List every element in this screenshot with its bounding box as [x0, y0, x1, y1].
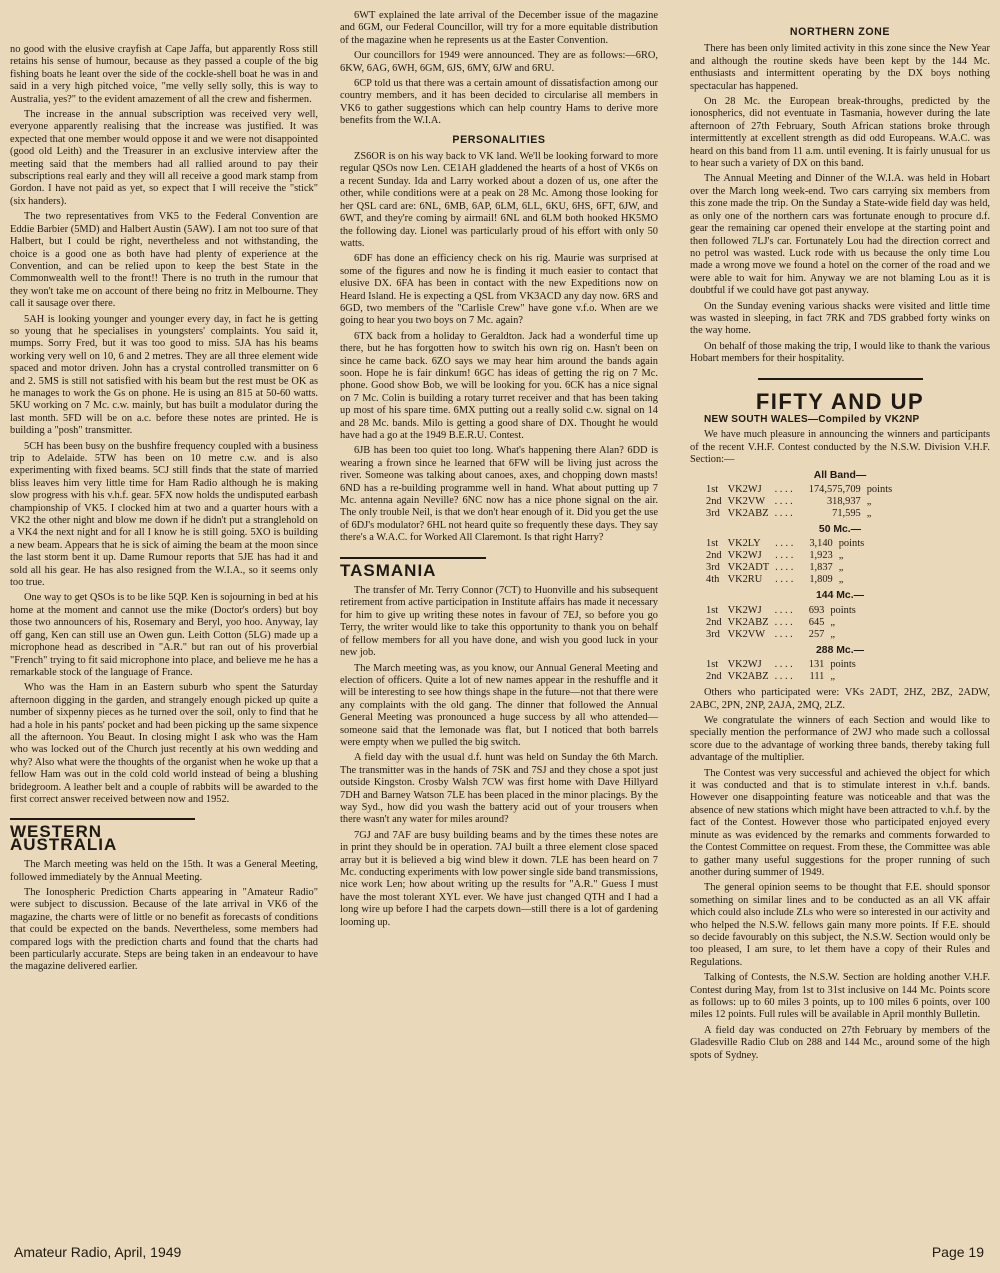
divider [758, 378, 923, 380]
paragraph: The Ionospheric Prediction Charts appearing in "Amateur Radio" were subject to discussion. Because of the late arrival in VK6 of the magazine, the charts were of little or no benefit as forecasts of conditions that could be expected on the bands. Nevertheless, some members had compared logs with the prediction charts and found that the charts had been particularly accurate. Steps are being taken in an endeavour to have the magazine delivered earlier. [10, 887, 318, 973]
paragraph: Who was the Ham in an Eastern suburb who spent the Saturday afternoon digging in the garden, and strangely enough picked up quite a number of sixpenny pieces as he turned over the soil, only to find that he had a hole in his pants' pocket and had been picking up the same sixpence all the afternoon. You Beaut. In closing might I ask who was the Ham who was locked out of the Church just recently at his own wedding and why? Also what were the thoughts of the organist when he woke up that a fellow Ham was out in the cold cold world instead of being a blushing bridegroom. A leather belt and a couple of rabbits will be awarded to the first correct answer received between now and 1952. [10, 682, 318, 805]
result-call: VK2WJ [727, 604, 762, 616]
paragraph: We congratulate the winners of each Section and would like to specially mention the performance of 2WJ who made such a collossal score due to the advantage of working three bands, thereby taking full advantage of the multiplier. [690, 715, 990, 764]
result-pts: 645 [808, 616, 825, 628]
result-dots: . . . . [775, 562, 794, 574]
result-pts: 1,923 [809, 550, 833, 562]
paragraph: 6DF has done an efficiency check on his rig. Maurie was surprised at some of the figures and now he is finding it much easier to contact that elusive DX. 6FA has been in contact with the new Expeditions now on Heard Island. He is expecting a QSL from VK3ACD any day now. 6RS and 6GD, two members of the "Carlisle Crew" have gone v.f.o. When are we going to hear you two boys on 7 Mc. again? [340, 253, 658, 327]
result-unit: „ [838, 574, 844, 586]
paragraph: 6JB has been too quiet too long. What's happening there Alan? 6DD is wearing a frown since he learned that 6FW will be living just across the river. Someone was talking about canoes, axes, and chopping down masts! 6ND has a re-building programme well in hand. What about putting up 7 Mc. antenna again Neville? 6NC now has a nice phone signal on the air. The only trouble Neil, is that we don't hear enough of it. Did you get the use of 6DJ's modulator? 6HL not heard quite so frequently these days. They say there's a W.A.C. for Worked All Claremont. Is that right Harry? [340, 445, 658, 544]
result-call: VK2LY [727, 538, 761, 550]
band-label: 288 Mc.— [816, 644, 864, 656]
paragraph: The general opinion seems to be thought that F.E. should sponsor something on similar lines and to be conducted as an all VK affair which could also include ZLs who were so interested in our activity and who helped the N.S.W. fellows gain many more points. If F.E. should so decide favourably on this subject, the N.S.W. Section would only be too pleased, I am sure, to let them have a copy of their Rules and Regulations. [690, 882, 990, 968]
table-row [706, 629, 862, 641]
paragraph: The Annual Meeting and Dinner of the W.I.A. was held in Hobart over the March long week-end. Two cars carrying six members from this zone made the trip. On the Sunday a State-wide field day was held, as only one of the northern cars was fortunate enough to procure d.f. gear the remaining car opened their envelope at the starting point and then followed 7LJ's car. Fortunately Lou had the direction correct and no petrol was wasted. Luck rode with us because the only time Lou made a wrong move we found a hotel on the corner of the road and we were able to wait for him. Anyway we are not blaming Lou as it is doubtful if we could have got past anyway. [690, 173, 990, 297]
paragraph: 6TX back from a holiday to Geraldton. Jack had a wonderful time up there, but he has forgotten how to switch his own rig on. Hasn't been on since he came back. 6ZO says we may hear him around the bands again soon. Hope he is fair dinkum! 6GC has ideas of getting the rig on 7 Mc. phone. Good show Bob, we will be looking for you. 6CK has a nice signal on 7 Mc. Colin is building a rotary turret receiver and that has been taking up most of his spare time. 6MX putting out a really solid c.w. signal on 14 and 28 Mc. bands. Milo is getting a good share of DX. Thought he would have had a go at the 1949 B.E.R.U. Contest. [340, 330, 658, 441]
paragraph: The Contest was very successful and achieved the object for which it was conducted and that is to stimulate interest in v.h.f. bands. However one disappointing feature was noticeable and that was the absence of new stations which might have been attracted to v.h.f. by the fact of the Contest. However those who participated enjoyed every minute as was evidenced by the remarks and comments forwarded to the Contest Committee on request. From these, the Committee was able to gather many useful suggestions for the proper running of such another during summer of 1949. [690, 767, 990, 878]
subheading-northern-zone: NORTHERN ZONE [789, 26, 891, 38]
result-dots: . . . . [774, 671, 793, 683]
paragraph: The transfer of Mr. Terry Connor (7CT) to Huonville and his subsequent retirement from active participation in Institute affairs has made it necessary for him to give up writing these notes in favour of 7EJ, so before you go Terry, the writer would like to take this opportunity to thank you on behalf of fellow members for all you have done, and wish you good luck in your new job. [340, 585, 658, 659]
result-pos: 1st [706, 538, 719, 550]
table-row [706, 496, 898, 508]
paragraph: The March meeting was, as you know, our Annual General Meeting and election of officers. Quite a lot of new names appear in the reshuffle and it will be interesting to see how things shape in the future—not that there were any complaints with the old gang. The dinner that followed the Annual General Meeting was pronounced a huge success by all who attended—someone said that the lemonade was flat, but I noticed that both barrels were empty when we pulled the big switch. [340, 662, 658, 748]
result-call: VK2WJ [727, 484, 762, 495]
result-dots: . . . . [775, 550, 794, 562]
paragraph: On the Sunday evening various shacks were visited and little time was wasted in sleeping, in fact 7RK and 7DS grabbed forty winks on the way home. [690, 300, 990, 337]
result-unit: „ [838, 550, 844, 562]
result-call: VK2ABZ [727, 671, 769, 683]
paragraph: no good with the elusive crayfish at Cape Jaffa, but apparently Ross still retains his sense of humour, because as they passed a couple of the big fishing boats he leant over the side of the cockle-shell boat he was in and said in a very high pitched voice, "me velly selly solly, this is way to Australia, yes?" to the evident amazement of all the crew and fishermen. [10, 44, 318, 105]
result-pos: 4th [706, 574, 720, 586]
column-left [10, 44, 318, 977]
result-unit: points [866, 484, 893, 495]
result-unit: points [830, 659, 856, 671]
paragraph: 5AH is looking younger and younger every day, in fact he is getting so young that he specialises in youngsters' complaints. You said it, mumps. Sorry Fred, but it was too good to miss. 5JA has his beams working very well on 10, 6 and 2 metres. They are all three element wide spaced and motor driven. John has a crystal controlled transmitter on 6 and 2. 5MS is still not satisfied with his beam but the rest must be OK as he manages to work the Gs on phone. He is using an 815 at 50-60 watts. 5KU working on 7 Mc. c.w. mainly, but has built a modulator during the last month. 5FD will be on a.c. before these notes are printed. He is building a "posh" transmitter. [10, 313, 318, 437]
paragraph: We have much pleasure in announcing the winners and participants of the recent V.H.F. Contest conducted by the N.S.W. Division V.H.F. Section:— [690, 429, 990, 466]
result-dots: . . . . [774, 484, 793, 495]
result-unit: points [830, 604, 856, 616]
result-dots: . . . . [774, 496, 793, 507]
result-unit: „ [830, 628, 835, 640]
paragraph: The increase in the annual subscription was received very well, everyone apparently realising that the increase was justified. It was expected that one member would oppose it and we were not disappointed (good old Leith) and the Treasurer in an exclusive interview after the meeting said that the members had all rallied around to pay their subscriptions real early and they will all receive a good mark stamp from Gordon. I have not paid as yet, so expect that I will receive the "stick" (six handers). [10, 109, 318, 207]
result-pos: 1st [706, 604, 719, 616]
result-call: VK2ABZ [727, 508, 769, 519]
section-heading-western-australia: WESTERN AUSTRALIA [10, 818, 195, 851]
paragraph: On 28 Mc. the European break-throughs, predicted by the ionospherics, did not eventuate in Tasmania, however during the late afternoon of 27th February, South African stations broke through intermittently at excellent strength as did odd Europeans. W.A.C. was heard on this band from 11 a.m. until evening. It is fairly unusual for us to hear such a variety of DX on this band. [690, 96, 990, 170]
result-dots: . . . . [774, 508, 793, 519]
result-pos: 2nd [706, 496, 722, 507]
band-label: 50 Mc.— [818, 524, 862, 535]
table-row [706, 484, 898, 496]
table-row [706, 605, 862, 617]
table-row [706, 671, 862, 683]
result-unit: „ [830, 671, 835, 683]
table-row [706, 550, 870, 562]
result-unit: „ [866, 508, 872, 519]
paragraph: On behalf of those making the trip, I would like to thank the various Hobart members for their hospitality. [690, 340, 990, 365]
paragraph: ZS6OR is on his way back to VK land. We'll be looking forward to more regular QSOs now Len. CE1AH gladdened the hearts of a host of VK6s on a recent Sunday. Ida and Larry worked about a dozen of us, one after the other, while conditions were at a peak on 28 Mc. Among those looking for her QSL card are: 6NL, 6MB, 6AP, 6LM, 6LL, 6KU, 6HS, 6FT, 6JW, and 6WT, and they're coming by airmail! 6NL and 6LM both hooked HK5MO the following day. Lionel was particularly proud of his effort with only 50 watts. [340, 151, 658, 249]
result-pos: 3rd [706, 628, 720, 640]
footer-page-number: Page 19 [931, 1244, 984, 1260]
paragraph: A field day was conducted on 27th February by members of the Gladesville Radio Club on 288 and 144 Mc., around some of the high spots of Sydney. [690, 1024, 990, 1061]
result-dots: . . . . [774, 659, 793, 671]
column-right [690, 20, 990, 1065]
result-pts: 174,575,709 [808, 484, 861, 495]
paragraph: Others who participated were: VKs 2ADT, 2HZ, 2BZ, 2ADW, 2ABC, 2PN, 2NP, 2AJA, 2MQ, 2LZ. [690, 687, 990, 711]
paragraph: 6CP told us that there was a certain amount of dissatisfaction among our country members, and it has been decided to circularise all members in VK6 to gather suggestions which can help country Hams to derive more benefits from the W.I.A. [340, 78, 658, 127]
result-pts: 111 [809, 671, 825, 683]
section-heading-fifty-and-up: FIFTY AND UP [755, 388, 925, 414]
result-pos: 1st [706, 659, 719, 671]
paragraph: Our councillors for 1949 were announced. They are as follows:—6RO, 6KW, 6AG, 6WH, 6GM, 6JS, 6MY, 6JW and 6RU. [340, 50, 658, 74]
results-table [706, 484, 898, 520]
table-row [706, 659, 862, 671]
paragraph: 5CH has been busy on the bushfire frequency coupled with a business trip to Adelaide. 5TW has been on 10 metre c.w. and is also experimenting with fixed beams. 5CJ still finds that the state of married bliss leaves him very little time for Ham Radio although he is making slow progress with his v.h.f. gear. 5FX now holds the undisputed earbash championship of VK5. I clocked him at two and a quarter hours with a VK2 the other night and blow me down if he didn't put a stranglehold on a VK4 the next night and for all I know he is still going. 5XO is building a new beam. Appears that he is sick of aiming the beam at the moon since the last storm bent it up. Dame Rumour reports that 5JE has had it and sold all his gear. He has also resigned from the W.I.A., so it seems only too true. [10, 440, 318, 589]
result-pos: 2nd [706, 671, 722, 683]
result-pts: 257 [808, 628, 825, 640]
subheading-personalities: PERSONALITIES [452, 133, 546, 146]
paragraph: 7GJ and 7AF are busy building beams and by the times these notes are in print they should be in operation. 7AJ built a three element close spaced array but it is believed a big wind blew it down. 7LE has been heard on 7 Mc. conducting experiments with low power single side band transmissions, nice work Len; how about writing up the results for "A.R." Guess I must have the most tolerant XYL ever. We have just changed QTH and I had a long wire up before I had the carpets down—still there is a lot of gardening looming up. [340, 829, 658, 928]
band-label: 144 Mc.— [816, 590, 864, 602]
results-table [706, 605, 862, 641]
paragraph: A field day with the usual d.f. hunt was held on Sunday the 6th March. The transmitter was in the hands of 7SK and 7SJ and they chose a spot just outside Kingston. Crosby Walsh 7CW was first home with Dave Hillyard 7DH and Barney Watson 7LE has been placed in the minor placings. By the way Syd., how did you wash the battery acid out of your trousers when there wasn't any water for miles around? [340, 752, 658, 826]
result-pts: 3,140 [809, 538, 833, 550]
result-call: VK2ADT [727, 562, 770, 574]
column-middle [340, 10, 658, 932]
result-dots: . . . . [775, 574, 794, 586]
contest-results [690, 470, 990, 684]
result-pts: 1,837 [809, 562, 833, 574]
result-dots: . . . . [774, 616, 793, 628]
result-pts: 71,595 [832, 508, 861, 519]
paragraph: The March meeting was held on the 15th. It was a General Meeting, followed immediately by the Annual Meeting. [10, 859, 318, 883]
results-table [706, 538, 870, 586]
table-row [706, 617, 862, 629]
table-row [706, 574, 870, 586]
result-dots: . . . . [774, 604, 793, 616]
results-table [706, 659, 862, 683]
result-pts: 131 [808, 659, 825, 671]
result-pos: 2nd [706, 550, 722, 562]
paragraph: One way to get QSOs is to be like 5QP. Ken is sojourning in bed at his home at the moment and cannot use the mike (Doctor's orders) but boy those two announcers of his, Rosemary and Beryl, yoo hoo. Anyway, lay off gang, Ken can still use an Owen gun. Leith Cotton (5LG) made up a microphone head as described in "A.R." but ran out of his proverbial "French" trying to fit said microphone into place, and believe me he has a remarkable stock of the language of France. [10, 592, 318, 678]
result-call: VK2VW [727, 496, 766, 507]
result-unit: points [838, 538, 865, 550]
result-unit: „ [830, 616, 835, 628]
result-call: VK2WJ [727, 659, 762, 671]
table-row [706, 538, 870, 550]
section-heading-tasmania: TASMANIA [340, 557, 486, 577]
result-call: VK2RU [727, 574, 763, 586]
result-unit: „ [866, 496, 872, 507]
result-pos: 3rd [706, 562, 720, 574]
result-pos: 3rd [706, 508, 720, 519]
result-pos: 2nd [706, 616, 722, 628]
paragraph: There has been only limited activity in this zone since the New Year and although the routine skeds have been kept by the 144 Mc. enthusiasts and intermittent operating by the DX boys nothing spectacular has happened. [690, 43, 990, 92]
result-dots: . . . . [775, 538, 794, 550]
result-call: VK2ABZ [727, 616, 769, 628]
table-row [706, 562, 870, 574]
result-pts: 1,809 [809, 574, 833, 586]
result-call: VK2VW [727, 628, 766, 640]
band-label: All Band— [813, 469, 867, 481]
paragraph: The two representatives from VK5 to the Federal Convention are Eddie Barbier (5MD) and Halbert Austin (5AW). I am not too sure of that Halbert, but I could be right, nevertheless and not withstanding, the choice is a good one as both have had plenty of experience at the Convention, and can be relied upon to keep the best State in the Commonwealth well to the front!! There is no truth in the rumour that they won't take me on account of there being no fritz in Melbourne. They call it sausage over there. [10, 211, 318, 310]
footer-publication: Amateur Radio, April, 1949 [14, 1244, 182, 1260]
paragraph: Talking of Contests, the N.S.W. Section are holding another V.H.F. Contest during May, from 1st to 31st inclusive on 144 Mc. Points score as follows: up to 60 miles 3 points, up to 100 miles 6 points, over 100 miles 12 points. Full rules will be available in April monthly Bulletin. [690, 972, 990, 1021]
subheading-new-south-wales: NEW SOUTH WALES—Compiled by VK2NP [704, 413, 920, 425]
paragraph: 6WT explained the late arrival of the December issue of the magazine and 6GM, our Federal Councillor, will try for a more equitable distribution of the magazine when he represents us at the Easter Convention. [340, 10, 658, 46]
result-pts: 693 [808, 604, 825, 616]
result-pos: 1st [706, 484, 719, 495]
result-dots: . . . . [774, 628, 793, 640]
result-call: VK2WJ [727, 550, 762, 562]
result-pts: 318,937 [826, 496, 861, 507]
result-unit: „ [838, 562, 844, 574]
table-row [706, 508, 898, 520]
